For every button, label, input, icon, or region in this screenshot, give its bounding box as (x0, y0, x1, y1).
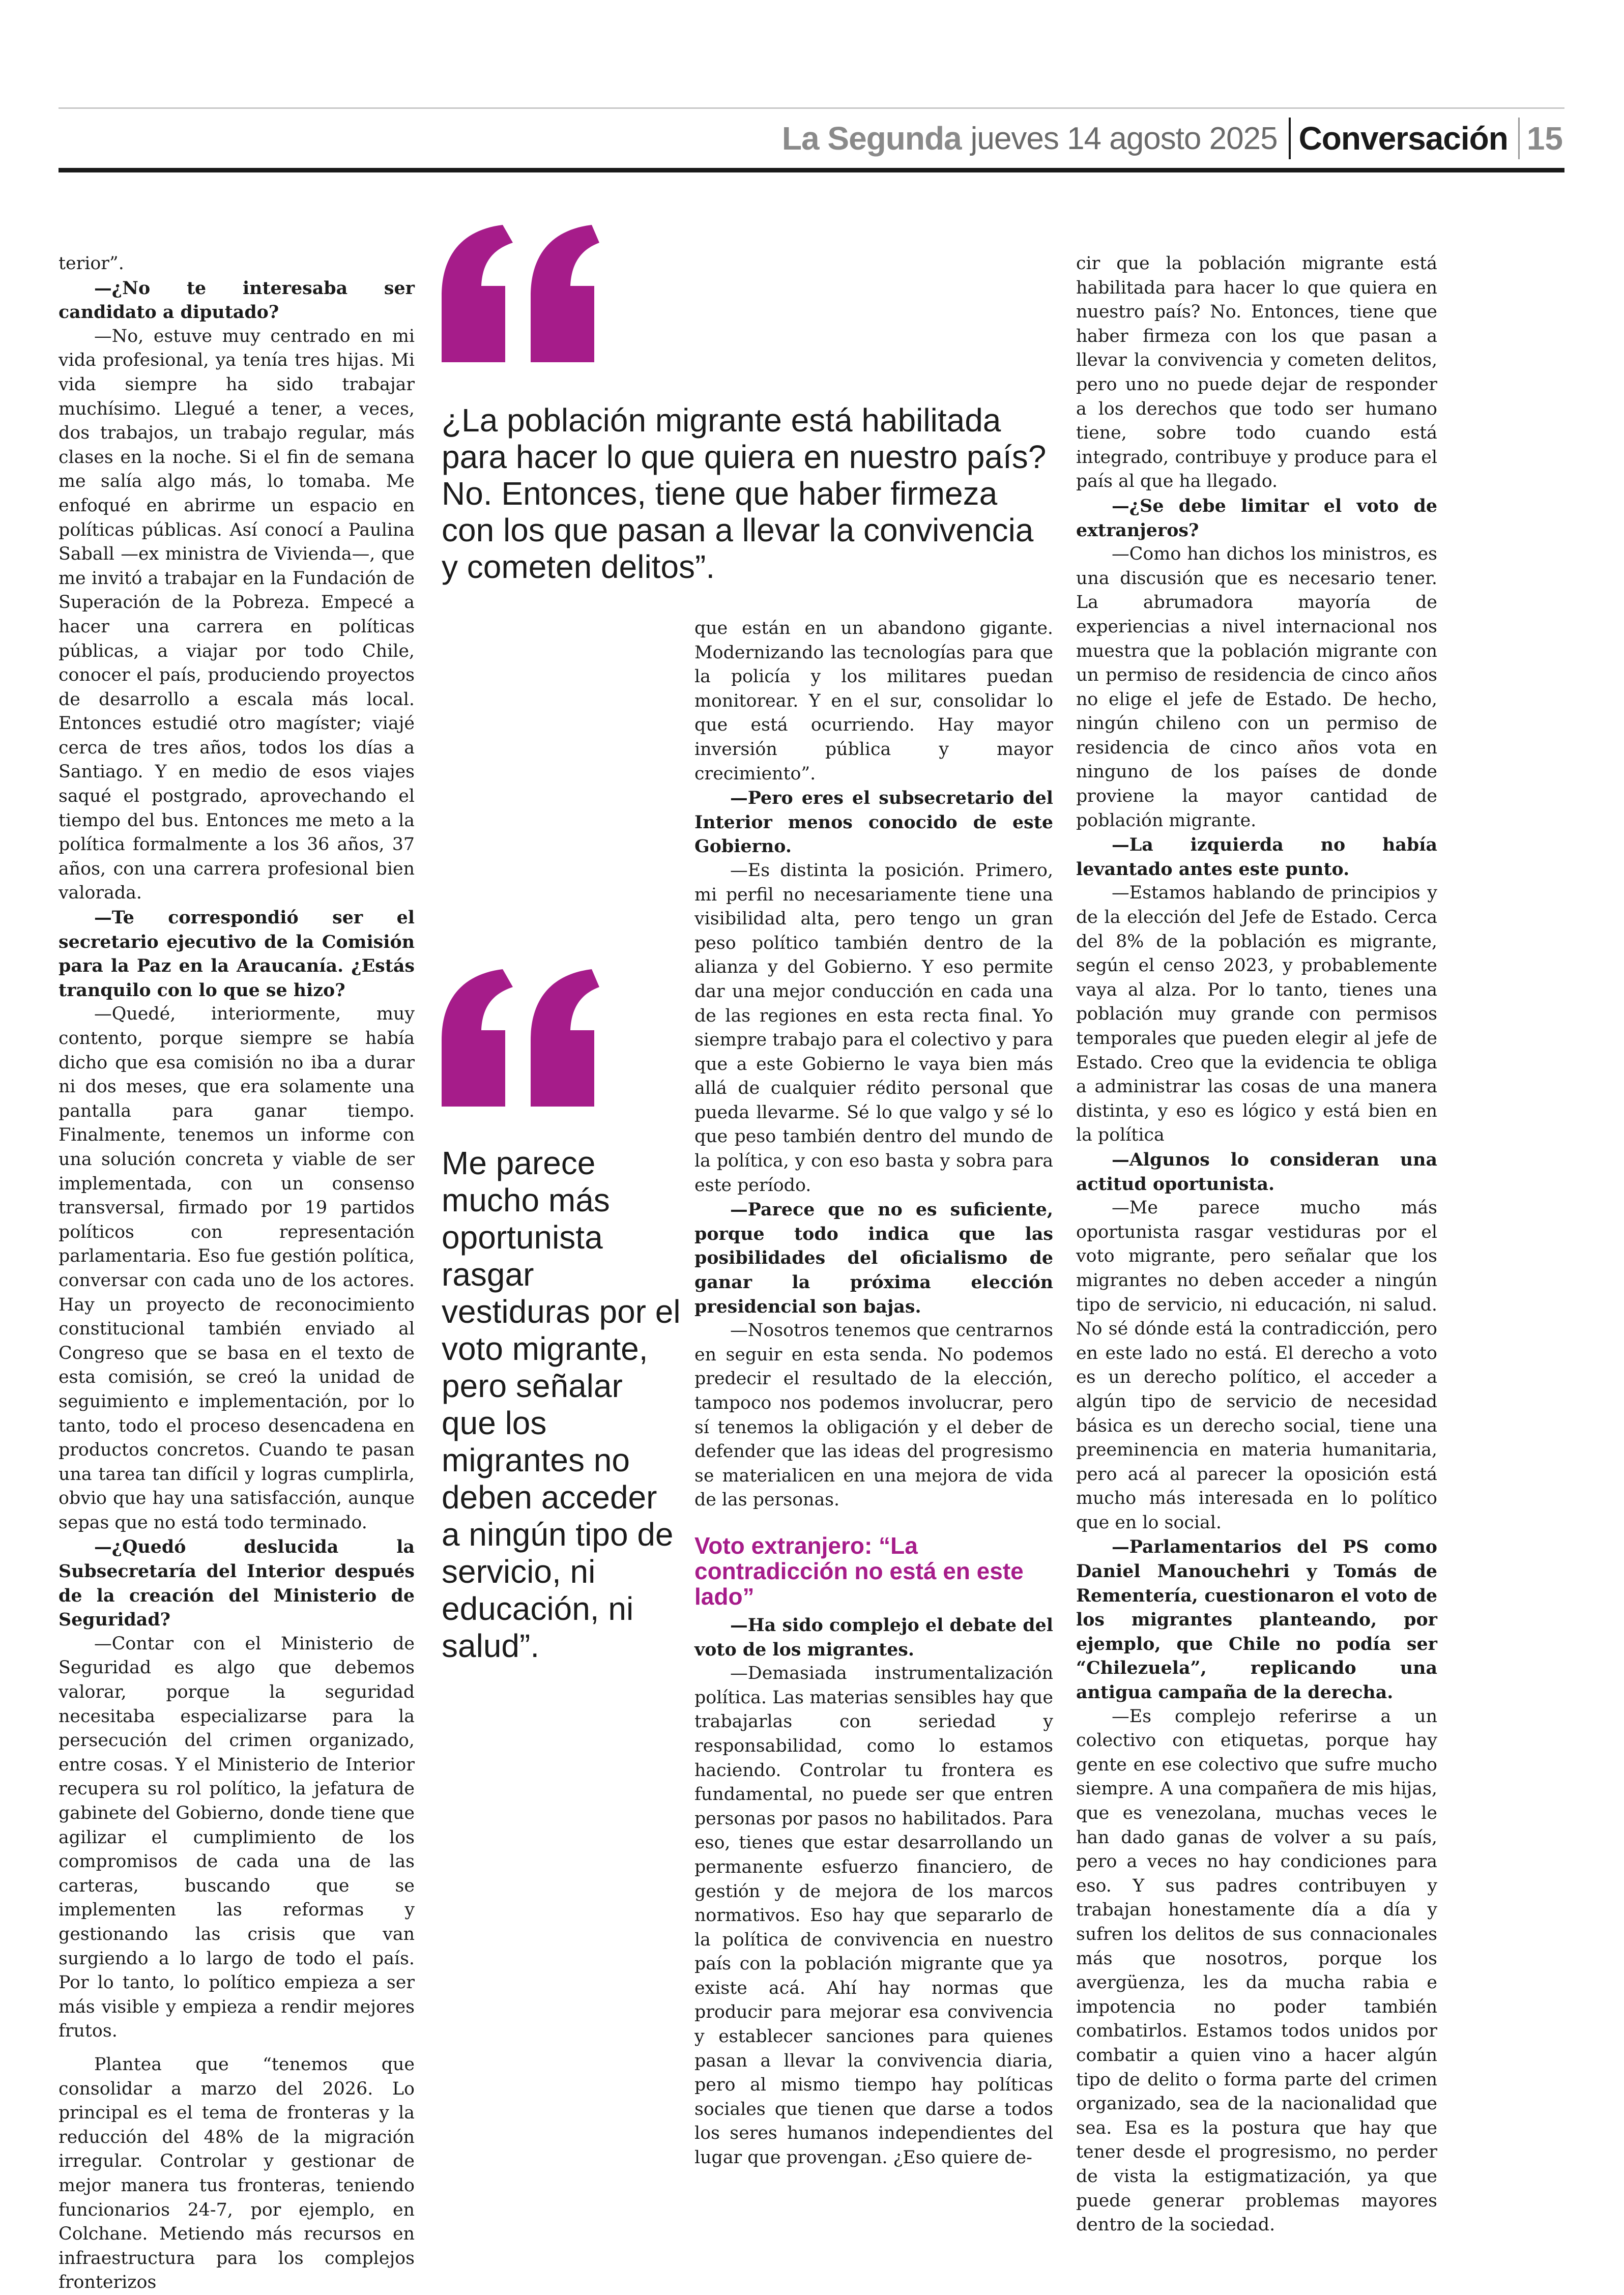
header-divider (1518, 118, 1520, 159)
pull-quote: Me parece mucho más oportunista rasgar vestiduras por el voto migrante, pero señalar que los migrantes no deben acceder a ningún tipo de servicio, ni educación, ni salud”. (442, 1145, 681, 1664)
page-number: 15 (1526, 120, 1563, 157)
open-quote-icon (442, 220, 599, 367)
header-divider (1289, 118, 1291, 159)
publication-name: La Segunda (781, 120, 962, 157)
body-paragraph: —Es distinta la posición. Primero, mi perfil no necesariamente tiene una visibilidad alta, pero tengo un gran peso político también dentro de la alianza y del Gobierno. Y eso permite dar una mejor conducción en cada una de las regiones en esta recta final. Yo siempre trabajo para el colectivo y para que a este Gobierno le vaya bien más allá de cualquier rédito personal que pueda llevarme. Sé lo que valgo y sé lo que peso también dentro del mundo de la política, y con eso basta y sobra para este período. (694, 860, 1053, 1196)
body-paragraph: —Quedé, interiormente, muy contento, porque siempre se había dicho que esa comisión no iba a durar ni dos meses, que era solamente una pantalla para ganar tiempo. Finalmente, tenemos un informe con una solución concreta y viable de ser implementada, con un consenso transversal, firmado por 19 partidos políticos con representación parlamentaria. Eso fue gestión política, conversar con cada uno de los actores. Hay un proyecto de reconocimiento constitucional también enviado al Congreso que se basa en el texto de esta comisión, se creó la unidad de seguimiento e implementación, por lo tanto, todo el proceso desencadena en productos concretos. Cuando te pasan una tarea tan difícil y logras cumplirla, obvio que hay una satisfacción, aunque sepas que no está todo terminado. (59, 1004, 415, 1533)
interview-question: —¿No te interesaba ser candidato a diputado? (59, 277, 415, 323)
open-quote-icon (442, 964, 599, 1112)
issue-date: jueves 14 agosto 2025 (970, 121, 1278, 156)
body-paragraph: —Demasiada instrumentalización política. Las materias sensibles hay que trabajarlas con seriedad y responsabilidad, como lo estamos haciendo. Controlar tu frontera es fundamental, no puede ser que entren personas por pasos no habilitados. Para eso, tienes que estar desarrollando un permanente esfuerzo financiero, de gestión y de mejora de los marcos normativos. Eso hay que separarlo de la política de convivencia en nuestro país con la población migrante que ya existe acá. Ahí hay normas que producir para mejorar esa convivencia y establecer sanciones para quienes pasan a llevar la convivencia diaria, pero al mismo tiempo hay políticas sociales que tienen que darse a todos los seres humanos independientes del lugar que provengan. ¿Eso quiere de- (694, 1663, 1053, 2168)
body-paragraph: —Me parece mucho más oportunista rasgar vestiduras por el voto migrante, pero señalar que los migrantes no deben acceder a ningún tipo de servicio, ni educación, ni salud. No sé dónde está la contradicción, pero en este lado no está. El derecho a voto es un derecho político, el acceder a algún tipo de servicio de necesidad básica es un derecho social, tiene una preeminencia en materia humanitaria, pero acá al parecer la oposición está mucho más interesada en lo político que en lo social. (1076, 1198, 1437, 1533)
interview-question: —La izquierda no había levantado antes este punto. (1076, 834, 1437, 880)
interview-question: —Algunos lo consideran una actitud oportunista. (1076, 1149, 1437, 1195)
body-paragraph: —Es complejo referirse a un colectivo con etiquetas, porque hay gente en ese colectivo que sufre mucho siempre. A una compañera de mis hijas, que es venezolana, muchas veces le han dado ganas de volver a su país, pero a veces no hay condiciones para eso. Y sus padres contribuyen y trabajan honestamente día a día y sufren los delitos de sus connacionales más que nosotros, porque los avergüenza, les da mucha rabia e impotencia no poder también combatirlos. Estamos todos unidos por combatir a quien vino a hacer algún tipo de delito o forma parte del crimen organizado, sea de la nacionalidad que sea. Esa es la postura que hay que tener desde el progresismo, no perder de vista la estigmatización, ya que puede generar problemas mayores dentro de la sociedad. (1076, 1706, 1437, 2235)
body-paragraph: Plantea que “tenemos que consolidar a marzo del 2026. Lo principal es el tema de fronteras y la reducción del 48% de la migración irregular. Controlar y gestionar de mejor manera tus fronteras, teniendo funcionarios 24-7, por ejemplo, en Colchane. Metiendo más recursos en infraestructura para los complejos fronterizos (59, 2054, 415, 2293)
body-paragraph: —No, estuve muy centrado en mi vida profesional, ya tenía tres hijas. Mi vida siempre ha sido trabajar muchísimo. Llegué a tener, a veces, dos trabajos, un trabajo regular, más clases en la noche. Si el fin de semana me salía algo más, lo tomaba. Me enfoqué en abrirme un espacio en políticas públicas. Así conocí a Paulina Saball —ex ministra de Vivienda—, que me invitó a trabajar en la Fundación de Superación de la Pobreza. Empecé a hacer una carrera en políticas públicas, a viajar por todo Chile, conocer el país, produciendo proyectos de desarrollo a escala más local. Entonces estudié otro magíster; viajé cerca de tres años, todos los días a Santiago. Y en medio de esos viajes saqué el postgrado, aprovechando el tiempo del bus. Entonces me meto a la política formalmente a los 36 años, 37 años, con una carrera profesional bien valorada. (59, 326, 415, 904)
interview-question: —Pero eres el subsecretario del Interior menos conocido de este Gobierno. (694, 788, 1053, 857)
header-bottom-rule (59, 168, 1564, 172)
interview-question: —Parlamentarios del PS como Daniel Manouchehri y Tomás de Rementería, cuestionaron el voto de los migrantes planteando, por ejemplo, que Chile no podía ser “Chilezuela”, replicando una antigua campaña de la derecha. (1076, 1536, 1437, 1703)
interview-question: —¿Quedó deslucida la Subsecretaría del Interior después de la creación del Ministerio de Seguridad? (59, 1536, 415, 1631)
interview-question: —Ha sido complejo el debate del voto de los migrantes. (694, 1614, 1053, 1660)
interview-question: —¿Se debe limitar el voto de extranjeros? (1076, 495, 1437, 541)
body-paragraph: —Como han dichos los ministros, es una discusión que es necesario tener. La abrumadora mayoría de experiencias a nivel internacional nos muestra que la población migrante con un permiso de residencia de cinco años no elige el jefe de Estado. De hecho, ningún chileno con un permiso de residencia de cinco años vota en ninguno de los países de donde proviene la mayor cantidad de población migrante. (1076, 544, 1437, 831)
body-paragraph: cir que la población migrante está habilitada para hacer lo que quiera en nuestro país? No. Entonces, tiene que haber firmeza con los que pasan a llevar la convivencia y cometen delitos, pero uno no puede dejar de responder a los derechos que todo ser humano tiene, sobre todo cuando está integrado, contribuye y produce para el país al que ha llegado. (1076, 253, 1437, 492)
article-column-4 (1076, 252, 1437, 2238)
body-paragraph: —Contar con el Ministerio de Seguridad es algo que debemos valorar, porque la seguridad necesitaba especializarse para la persecución del crimen organizado, entre cosas. Y el Ministerio de Interior recupera su rol político, la jefatura de gabinete del Gobierno, donde tiene que agilizar el cumplimiento de los compromisos de cada una de las carteras, buscando que se implementen las reformas y gestionando las crisis que van surgiendo a lo largo de todo el país. Por lo tanto, lo político empieza a ser más visible y empieza a rendir mejores frutos. (59, 1633, 415, 2042)
interview-question: —Parece que no es suficiente, porque todo indica que las posibilidades del oficialismo de ganar la próxima elección presidencial son bajas. (694, 1199, 1053, 1317)
section-name: Conversación (1298, 120, 1508, 157)
interview-question: —Te correspondió ser el secretario ejecutivo de la Comisión para la Paz en la Araucanía. ¿Estás tranquilo con lo que se hizo? (59, 907, 415, 1001)
article-column-3 (694, 617, 1053, 2170)
body-paragraph: —Nosotros tenemos que centrarnos en seguir en esta senda. No podemos predecir el resultado de la elección, tampoco nos podemos involucrar, pero sí tenemos la obligación y el deber de defender que las ideas del progresismo se materialicen en una mejora de vida de las personas. (694, 1320, 1053, 1510)
page-header (782, 113, 1563, 164)
article-column-1 (59, 252, 415, 2295)
body-paragraph: terior”. (59, 253, 124, 274)
pull-quote: ¿La población migrante está habilitada para hacer lo que quiera en nuestro país? No. Entonces, tiene que haber firmeza con los que pasan a llevar la convivencia y cometen delitos”. (442, 402, 1047, 585)
header-top-rule (59, 107, 1564, 109)
open-quote-icon-graphic (442, 964, 599, 1112)
open-quote-icon-graphic (442, 220, 599, 367)
section-subheading: Voto extranjero: “La contradicción no está en este lado” (694, 1532, 1024, 1610)
body-paragraph: que están en un abandono gigante. Modernizando las tecnologías para que la policía y los militares puedan monitorear. Y en el sur, consolidar lo que está ocurriendo. Hay mayor inversión pública y mayor crecimiento”. (694, 618, 1053, 784)
body-paragraph: —Estamos hablando de principios y de la elección del Jefe de Estado. Cerca del 8% de la población es migrante, según el censo 2023, y probablemente vaya al alza. Por lo tanto, tienes una población muy grande con permisos temporales que pueden elegir al jefe de Estado. Creo que la evidencia te obliga a administrar las cosas de una manera distinta, y eso es lógico y está bien en la política (1076, 883, 1437, 1146)
